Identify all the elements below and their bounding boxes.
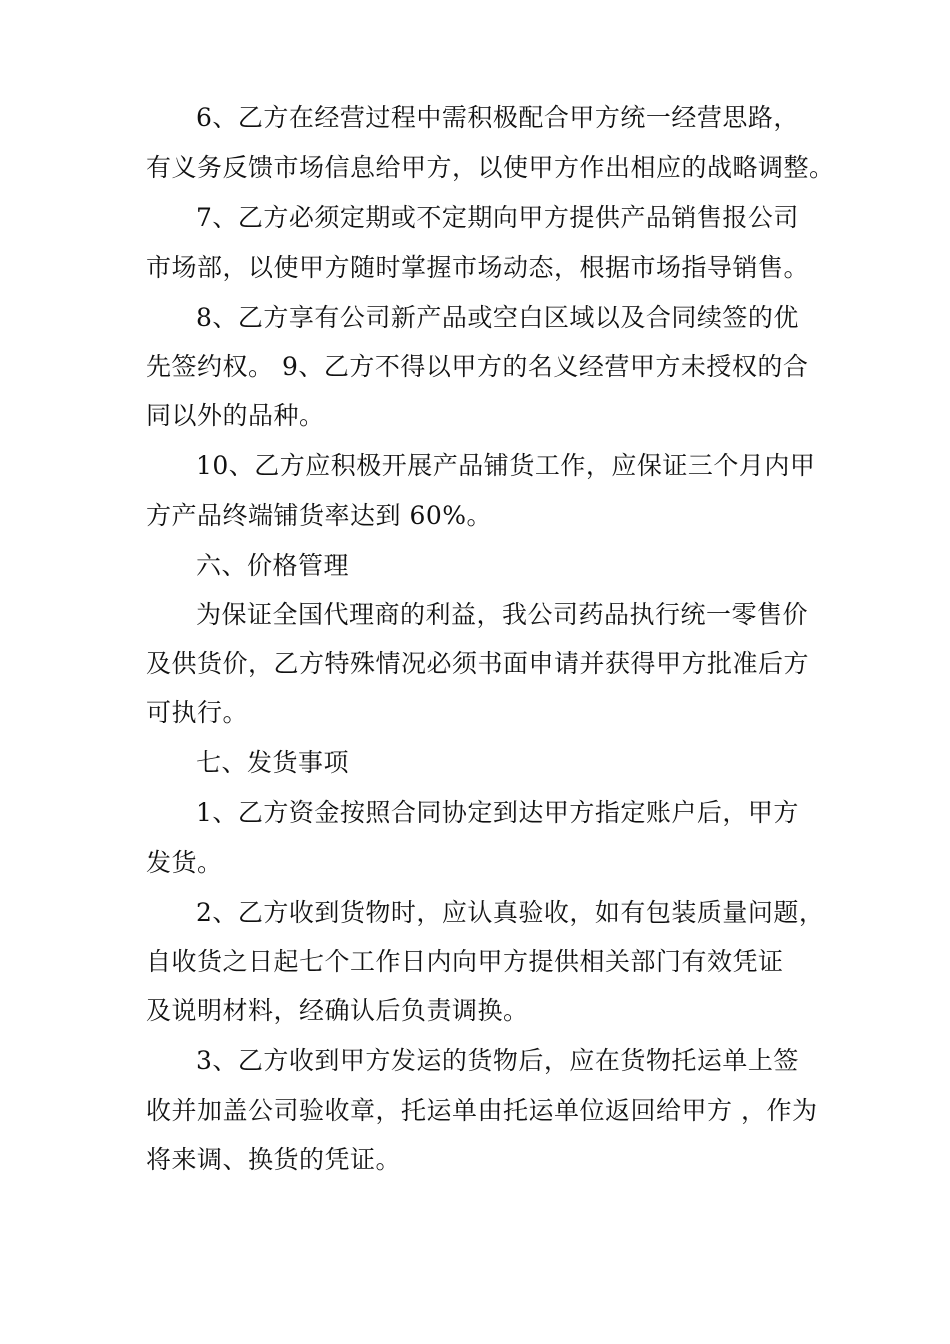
text-line: 6、乙方在经营过程中需积极配合甲方统一经营思路， — [196, 103, 799, 132]
text-line: 及供货价，乙方特殊情况必须书面申请并获得甲方批准后方 — [146, 649, 810, 678]
text-line: 为保证全国代理商的利益，我公司药品执行统一零售价 — [196, 600, 809, 629]
text-line: 1、乙方资金按照合同协定到达甲方指定账户后，甲方 — [196, 798, 799, 827]
text-line: 及说明材料，经确认后负责调换。 — [146, 996, 529, 1025]
text-line: 可执行。 — [146, 698, 249, 727]
section-heading: 六、价格管理 — [196, 551, 350, 580]
text-line: 自收货之日起七个工作日内向甲方提供相关部门有效凭证 — [146, 947, 784, 976]
text-line: 8、乙方享有公司新产品或空白区域以及合同续签的优 — [196, 303, 799, 332]
text-line: 10、乙方应积极开展产品铺货工作，应保证三个月内甲 — [196, 451, 816, 480]
text-line: 3、乙方收到甲方发运的货物后，应在货物托运单上签 — [196, 1046, 799, 1075]
text-line: 有义务反馈市场信息给甲方，以使甲方作出相应的战略调整。 — [146, 153, 835, 182]
text-line: 2、乙方收到货物时，应认真验收，如有包装质量问题， — [196, 898, 825, 927]
text-line: 7、乙方必须定期或不定期向甲方提供产品销售报公司 — [196, 203, 799, 232]
text-line: 发货。 — [146, 848, 223, 877]
text-line: 市场部，以使甲方随时掌握市场动态，根据市场指导销售。 — [146, 253, 810, 282]
section-heading: 七、发货事项 — [196, 748, 350, 777]
text-line: 先签约权。 9、乙方不得以甲方的名义经营甲方未授权的合 — [146, 352, 809, 381]
text-line: 方产品终端铺货率达到 60%。 — [146, 501, 493, 530]
text-line: 同以外的品种。 — [146, 401, 325, 430]
text-line: 将来调、换货的凭证。 — [146, 1145, 402, 1174]
text-line: 收并加盖公司验收章，托运单由托运单位返回给甲方 ，作为 — [146, 1096, 818, 1125]
